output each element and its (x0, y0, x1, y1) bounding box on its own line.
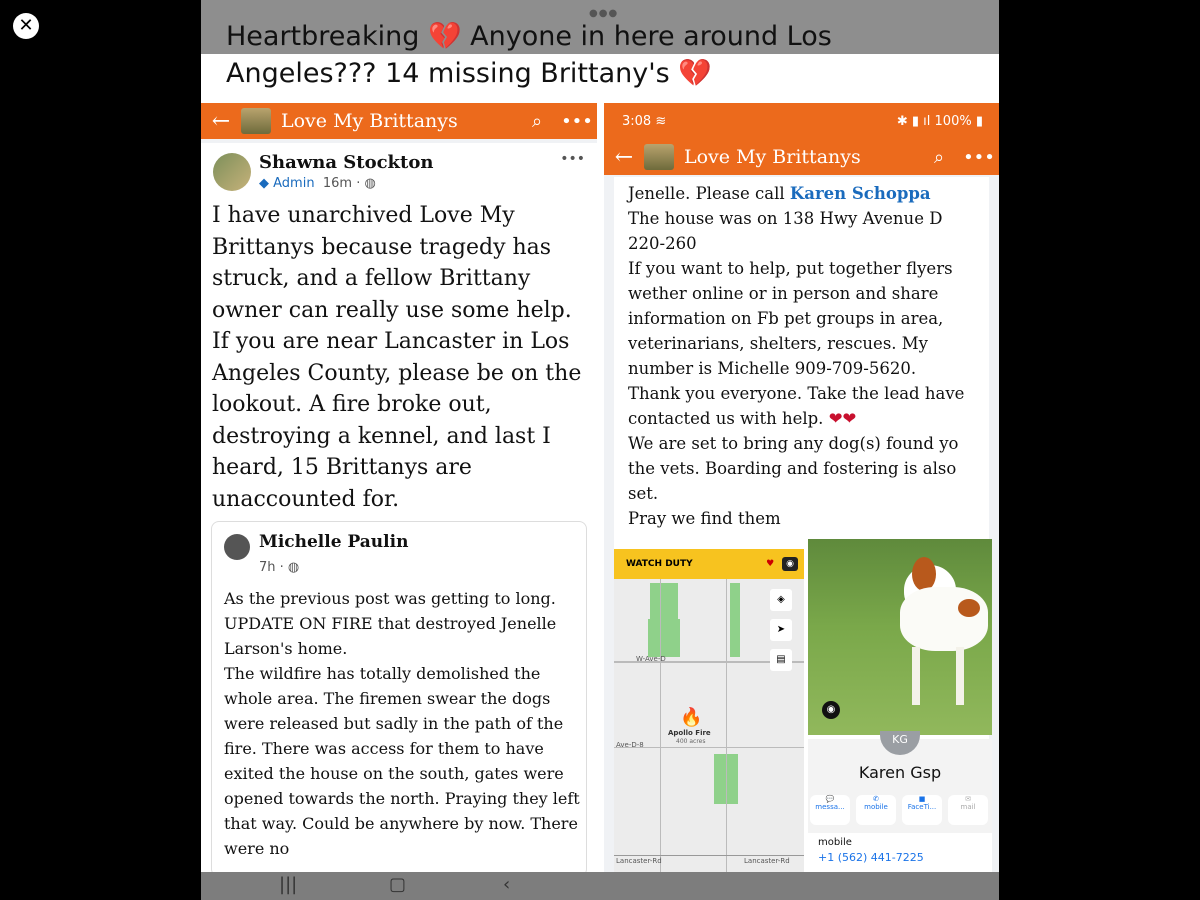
post-caption: Heartbreaking 💔 Anyone in here around Los Angeles??? 14 missing Brittany's 💔 (226, 21, 832, 89)
right-screenshot (604, 103, 999, 875)
more-icon[interactable]: ••• (963, 146, 995, 168)
contact-actions (810, 795, 992, 825)
mail-icon: ✉ (965, 795, 971, 803)
search-icon[interactable]: ⌕ (531, 110, 543, 132)
facetime-button[interactable]: ■ FaceTi... (902, 795, 942, 825)
recents-icon[interactable]: ||| (279, 874, 298, 895)
phone-status-bar (604, 103, 999, 139)
map-app-header: WATCH DUTY ♥ ◉ (614, 549, 804, 579)
shared-text: As the previous post was getting to long. UPDATE ON FIRE that destroyed Jenelle Larson's home. The wildfire has totally demolished the whole area. The firemen swear the dogs were released but sadly in the path of the fire. There was access for them to have exited the house on the south, gates were opened towards the north. Praying they left that way. Could be anywhere by now. There were no (224, 589, 580, 858)
broken-heart-icon: 💔 (427, 21, 462, 52)
group-thumbnail (644, 144, 674, 170)
contact-phone[interactable]: +1 (562) 441-7225 (818, 851, 924, 864)
call-button[interactable]: ✆ mobile (856, 795, 896, 825)
video-icon: ■ (918, 795, 926, 803)
layers-icon[interactable]: ◈ (770, 589, 792, 611)
message-icon: 💬 (825, 795, 835, 803)
close-icon: ✕ (18, 15, 34, 36)
post-text: I have unarchived Love My Brittanys because tragedy has struck, and a fellow Brittany owner can really use some help. If you are near Lancaster in Los Angeles County, please be on the lookout. A fire broke out, destroying a kennel, and last I heard, 15 Brittanys are unaccounted for. (212, 203, 582, 512)
search-icon[interactable]: ⌕ (933, 146, 945, 168)
group-title[interactable]: Love My Brittanys (281, 110, 458, 132)
signal-icon: ✱ ▮ ıl (896, 113, 931, 129)
legend-icon[interactable]: ▤ (770, 649, 792, 671)
left-screenshot (201, 103, 597, 875)
contact-card-screenshot[interactable] (808, 733, 992, 875)
phone-icon: ✆ (873, 795, 879, 803)
group-header (604, 139, 999, 175)
contact-name: Karen Gsp (858, 763, 942, 782)
post-card (201, 143, 597, 875)
mention-link[interactable]: Karen Schoppa (789, 184, 931, 203)
mail-button[interactable]: ✉ mail (948, 795, 988, 825)
admin-badge: ◆ Admin (259, 176, 315, 191)
fire-icon[interactable]: 🔥 (680, 707, 703, 728)
group-thumbnail (241, 108, 271, 134)
drag-handle-icon[interactable]: ●●● (589, 8, 619, 19)
home-icon[interactable]: ▢ (389, 874, 407, 895)
group-title[interactable]: Love My Brittanys (684, 146, 861, 168)
post-meta: ◆ Admin 16m · ◍ (259, 176, 376, 191)
shared-image (201, 0, 999, 900)
back-arrow-icon[interactable]: ← (211, 108, 231, 134)
heart-icon: ♥ (766, 559, 775, 569)
camera-icon: ◉ (782, 557, 798, 571)
wifi-icon: ≋ (655, 113, 667, 129)
back-arrow-icon[interactable]: ← (614, 144, 634, 170)
shared-author[interactable]: Michelle Paulin (259, 532, 409, 552)
more-icon[interactable]: ••• (561, 110, 593, 132)
locate-icon[interactable]: ➤ (770, 619, 792, 641)
avatar[interactable] (224, 534, 250, 560)
dog-photo[interactable] (808, 539, 992, 735)
android-nav-bar (201, 872, 999, 900)
globe-icon: ◍ (287, 560, 300, 575)
close-viewer-button[interactable] (13, 13, 39, 39)
battery-icon: ▮ (975, 113, 983, 129)
globe-icon: ◍ (364, 176, 376, 191)
group-header (201, 103, 597, 139)
post-author[interactable]: Shawna Stockton (259, 152, 434, 173)
shared-post[interactable] (211, 521, 587, 877)
fire-label: Apollo Fire (668, 729, 711, 737)
broken-heart-icon: 💔 (678, 58, 712, 89)
avatar[interactable] (213, 153, 251, 191)
message-button[interactable]: 💬 messa... (810, 795, 850, 825)
hearts-emoji-icon: ❤❤ (828, 409, 857, 428)
status-icons: ✱ ▮ ıl 100% ▮ (896, 113, 983, 129)
phone-row[interactable]: mobile +1 (562) 441-7225 (808, 833, 992, 875)
post-text: Jenelle. Please call Karen Schoppa The house was on 138 Hwy Avenue D 220-260 If you want to help, put together flyers wether online or in person and share information on Fb pet groups in area, veterinarians, shelters, rescues. My number is Michelle 909-709-5620. Thank you everyone. Take the lead have contacted us with help. ❤❤ We are set to bring any dog(s) found yo the vets. Boarding and fostering is also set. Pray we find them (628, 184, 965, 528)
post-options-icon[interactable]: ••• (560, 151, 585, 167)
back-icon[interactable]: ‹ (503, 874, 511, 895)
shared-meta: 7h · ◍ (259, 560, 300, 575)
camera-icon[interactable]: ◉ (822, 701, 840, 719)
fire-map-screenshot[interactable]: WATCH DUTY ♥ ◉ W-Ave-D Ave-D-8 Lancaster-Rd Lancaster-Rd 🔥 Apollo Fire 400 acres ◈ ➤ ▤ (614, 539, 804, 875)
status-time: 3:08 ≋ (622, 113, 667, 129)
contact-avatar: KG (880, 731, 920, 755)
